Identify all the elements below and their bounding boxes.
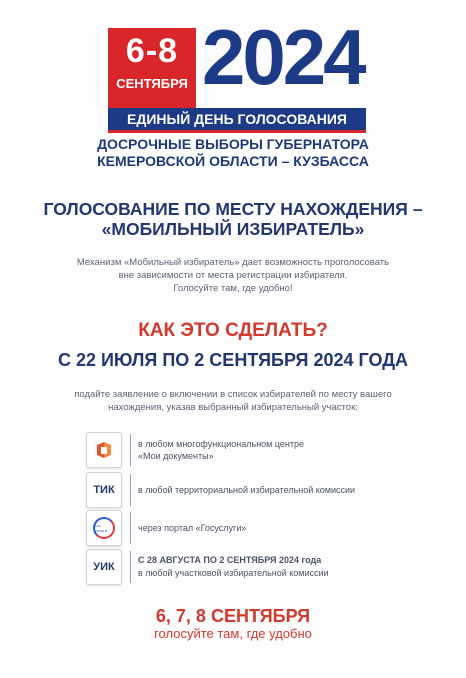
uik-line2: в любой участковой избирательной комиссии xyxy=(138,568,329,578)
mfc-line1: в любом многофункциональном центре xyxy=(138,439,305,449)
intro-line2: вне зависимости от места регистрации избирателя. xyxy=(118,270,348,281)
intro-line1: Механизм «Мобильный избиратель» дает возможность проголосовать xyxy=(76,257,390,268)
voting-slogan: голосуйте там, где удобно xyxy=(154,626,312,641)
gosuslugi-logo-icon xyxy=(86,510,122,546)
mfc-logo-icon xyxy=(86,432,122,468)
intro-line3: Голосуйте там, где удобно! xyxy=(173,283,293,294)
poster xyxy=(8,8,458,670)
gosuslugi-line1: через портал «Госуслуги» xyxy=(138,523,247,533)
uik-icon-label: УИК xyxy=(93,561,115,573)
application-period: С 22 ИЮЛЯ ПО 2 СЕНТЯБРЯ 2024 ГОДА xyxy=(57,350,409,370)
tik-icon-label: ТИК xyxy=(93,484,115,496)
instruction-line1: подайте заявление о включении в список избирателей по месту вашего xyxy=(74,389,392,400)
option-uik xyxy=(86,549,396,585)
logo-year: 2024 xyxy=(202,13,364,101)
main-heading-line2: «МОБИЛЬНЫЙ ИЗБИРАТЕЛЬ» xyxy=(101,219,365,239)
option-mfc xyxy=(86,432,396,468)
tik-line1: в любой территориальной избирательной комиссии xyxy=(138,485,356,495)
gosuslugi-circle: гос услуги xyxy=(93,517,115,539)
logo-dates: 6-8 xyxy=(125,32,179,70)
logo-underline xyxy=(108,130,366,133)
divider xyxy=(130,474,131,506)
voting-dates: 6, 7, 8 СЕНТЯБРЯ xyxy=(155,606,311,626)
option-gosuslugi xyxy=(86,510,396,546)
instruction-line2: нахождения, указав выбранный избирательный участок: xyxy=(108,402,358,413)
divider xyxy=(130,512,131,544)
election-subtitle-line1: ДОСРОЧНЫЕ ВЫБОРЫ ГУБЕРНАТОРА xyxy=(97,136,369,152)
option-tik xyxy=(86,472,396,508)
tik-icon xyxy=(86,472,122,508)
election-subtitle-line2: КЕМЕРОВСКОЙ ОБЛАСТИ – КУЗБАССА xyxy=(97,153,369,169)
uik-dates: С 28 АВГУСТА ПО 2 СЕНТЯБРЯ 2024 года xyxy=(138,555,322,565)
logo-month: СЕНТЯБРЯ xyxy=(116,76,188,91)
how-title: КАК ЭТО СДЕЛАТЬ? xyxy=(138,320,328,341)
main-heading-line1: ГОЛОСОВАНИЕ ПО МЕСТУ НАХОЖДЕНИЯ – xyxy=(43,199,423,219)
divider xyxy=(130,434,131,466)
election-logo xyxy=(108,13,366,132)
logo-band: ЕДИНЫЙ ДЕНЬ ГОЛОСОВАНИЯ xyxy=(108,108,366,130)
mfc-line2: «Мои документы» xyxy=(138,451,214,461)
divider xyxy=(130,551,131,583)
uik-icon xyxy=(86,549,122,585)
